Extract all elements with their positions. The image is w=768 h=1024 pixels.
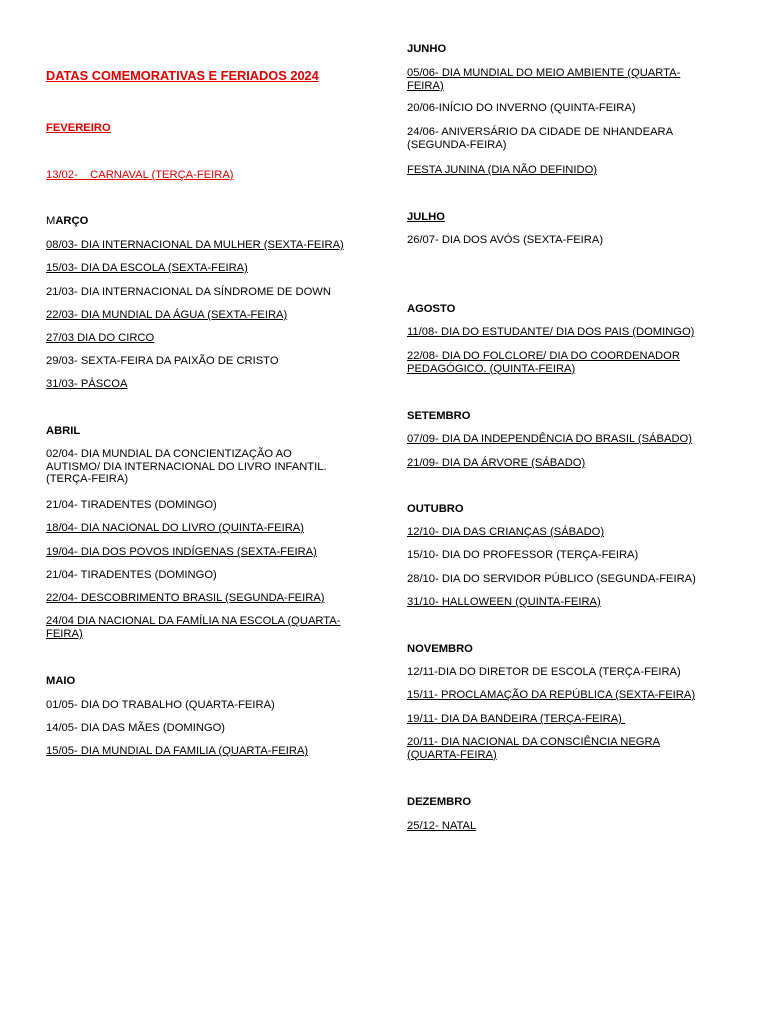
list-item[interactable]: 07/09- DIA DA INDEPENDÊNCIA DO BRASIL (SÁBADO) — [407, 433, 692, 445]
list-item: 26/07- DIA DOS AVÓS (SEXTA-FEIRA) — [407, 234, 604, 246]
list-item[interactable]: 19/04- DIA DOS POVOS INDÍGENAS (SEXTA-FEIRA) — [46, 546, 317, 558]
month-heading-setembro: SETEMBRO — [407, 410, 471, 422]
month-heading-agosto: AGOSTO — [407, 303, 456, 315]
month-heading-outubro: OUTUBRO — [407, 503, 464, 515]
list-item[interactable]: 22/04- DESCOBRIMENTO BRASIL (SEGUNDA-FEIRA) — [46, 592, 325, 604]
list-item[interactable]: 20/11- DIA NACIONAL DA CONSCIÊNCIA NEGRA (QUARTA-FEIRA) — [407, 736, 661, 761]
list-item[interactable]: 31/10- HALLOWEEN (QUINTA-FEIRA) — [407, 596, 601, 608]
month-heading-dezembro: DEZEMBRO — [407, 796, 472, 808]
list-item[interactable]: 27/03 DIA DO CIRCO — [46, 332, 155, 344]
list-item: 24/06- ANIVERSÁRIO DA CIDADE DE NHANDEARA (SEGUNDA-FEIRA) — [407, 126, 673, 151]
list-item[interactable]: 31/03- PÁSCOA — [46, 378, 128, 390]
month-heading-maio: MAIO — [46, 675, 76, 687]
list-item[interactable]: 15/03- DIA DA ESCOLA (SEXTA-FEIRA) — [46, 262, 248, 274]
list-item[interactable]: 05/06- DIA MUNDIAL DO MEIO AMBIENTE (QUARTA-FEIRA) — [407, 67, 681, 92]
list-item[interactable]: 08/03- DIA INTERNACIONAL DA MULHER (SEXTA-FEIRA) — [46, 239, 344, 251]
heading-rest: ARÇO — [55, 215, 89, 227]
list-item[interactable]: 12/10- DIA DAS CRIANÇAS (SÁBADO) — [407, 526, 605, 538]
list-item: 15/10- DIA DO PROFESSOR (TERÇA-FEIRA) — [407, 549, 639, 561]
list-item[interactable]: 21/09- DIA DA ÁRVORE (SÁBADO) — [407, 457, 586, 469]
list-item: 21/03- DIA INTERNACIONAL DA SÍNDROME DE DOWN — [46, 286, 331, 298]
list-item: 01/05- DIA DO TRABALHO (QUARTA-FEIRA) — [46, 699, 275, 711]
month-heading-fevereiro: FEVEREIRO — [46, 122, 111, 134]
list-item: 28/10- DIA DO SERVIDOR PÚBLICO (SEGUNDA-FEIRA) — [407, 573, 696, 585]
list-item: 14/05- DIA DAS MÃES (DOMINGO) — [46, 722, 226, 734]
list-item[interactable]: 18/04- DIA NACIONAL DO LIVRO (QUINTA-FEIRA) — [46, 522, 304, 534]
heading-initial: M — [46, 215, 56, 227]
list-item: 02/04- DIA MUNDIAL DA CONCIENTIZAÇÃO AO AUTISMO/ DIA INTERNACIONAL DO LIVRO INFANTIL. (TERÇA-FEIRA) — [46, 448, 327, 486]
list-item[interactable]: 15/05- DIA MUNDIAL DA FAMILIA (QUARTA-FEIRA) — [46, 745, 309, 757]
list-item[interactable]: 22/03- DIA MUNDIAL DA ÁGUA (SEXTA-FEIRA) — [46, 309, 288, 321]
page-title: DATAS COMEMORATIVAS E FERIADOS 2024 — [46, 68, 319, 83]
list-item[interactable]: 11/08- DIA DO ESTUDANTE/ DIA DOS PAIS (DOMINGO) — [407, 326, 695, 338]
list-item[interactable]: 15/11- PROCLAMAÇÃO DA REPÚBLICA (SEXTA-FEIRA) — [407, 689, 696, 701]
list-item: 29/03- SEXTA-FEIRA DA PAIXÃO DE CRISTO — [46, 355, 279, 367]
list-item[interactable]: 22/08- DIA DO FOLCLORE/ DIA DO COORDENADOR PEDAGÓGICO. (QUINTA-FEIRA) — [407, 350, 680, 375]
list-item: 21/04- TIRADENTES (DOMINGO) — [46, 499, 217, 511]
list-item[interactable]: 13/02- CARNAVAL (TERÇA-FEIRA) — [46, 169, 234, 181]
list-item[interactable]: FESTA JUNINA (DIA NÃO DEFINIDO) — [407, 164, 597, 176]
list-item: 21/04- TIRADENTES (DOMINGO) — [46, 569, 217, 581]
list-item: 20/06-INÍCIO DO INVERNO (QUINTA-FEIRA) — [407, 102, 636, 114]
month-heading-abril: ABRIL — [46, 425, 81, 437]
month-heading-novembro: NOVEMBRO — [407, 643, 473, 655]
month-heading-marco — [46, 215, 366, 228]
month-heading-julho: JULHO — [407, 211, 445, 223]
list-item[interactable]: 24/04 DIA NACIONAL DA FAMÍLIA NA ESCOLA (QUARTA-FEIRA) — [46, 615, 341, 640]
list-item: 12/11-DIA DO DIRETOR DE ESCOLA (TERÇA-FEIRA) — [407, 666, 681, 678]
list-item[interactable]: 25/12- NATAL — [407, 820, 477, 832]
list-item[interactable]: 19/11- DIA DA BANDEIRA (TERÇA-FEIRA) — [407, 713, 626, 725]
month-heading-junho: JUNHO — [407, 43, 447, 55]
